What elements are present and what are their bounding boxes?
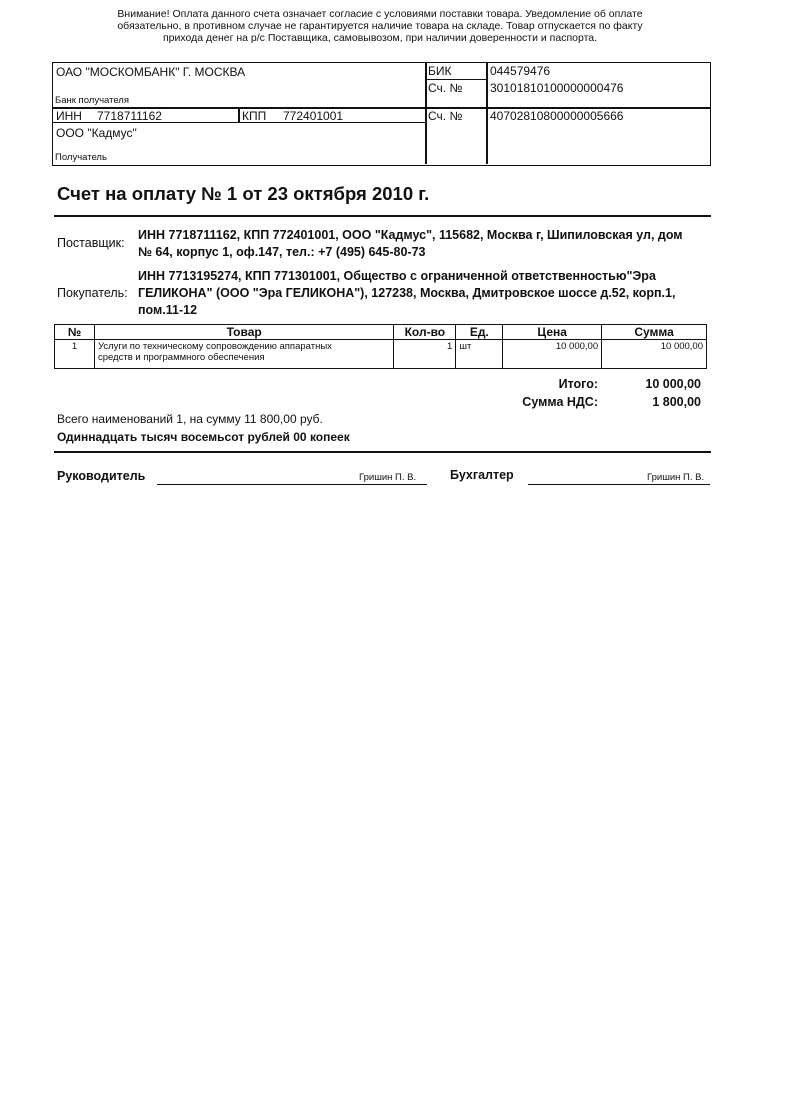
corr-account-label: Сч. № xyxy=(428,81,463,95)
accountant-signature-line xyxy=(528,484,710,485)
corr-account-value: 30101810100000000476 xyxy=(490,81,624,95)
row-price: 10 000,00 xyxy=(503,340,602,369)
bank-details-table xyxy=(52,62,711,166)
buyer-details xyxy=(138,268,675,319)
recipient-name: ООО "Кадмус" xyxy=(56,126,137,140)
row-qty: 1 xyxy=(394,340,456,369)
buyer-line-3: пом.11-12 xyxy=(138,303,198,317)
header-num: № xyxy=(55,325,95,340)
inn-label: ИНН xyxy=(56,109,82,123)
notice-line-2: обязательно, в противном случае не гарантируется наличие товара на складе. Товар отпускается по факту xyxy=(117,20,643,32)
head-signature-line xyxy=(157,484,427,485)
total-label: Итого: xyxy=(558,377,598,391)
items-header-row xyxy=(55,325,707,340)
bik-label: БИК xyxy=(428,64,452,78)
header-unit: Ед. xyxy=(456,325,503,340)
supplier-line-2: № 64, корпус 1, оф.147, тел.: +7 (495) 645-80-73 xyxy=(138,245,426,259)
kpp-value: 772401001 xyxy=(283,109,344,123)
notice-line-1: Внимание! Оплата данного счета означает согласие с условиями поставки товара. Уведомление об оплате xyxy=(117,8,643,20)
buyer-line-1: ИНН 7713195274, КПП 771301001, Общество с ограниченной ответственностью"Эра xyxy=(138,269,656,283)
buyer-label: Покупатель: xyxy=(57,286,128,300)
row-product-line-1: Услуги по техническому сопровождению аппаратных xyxy=(97,341,332,352)
row-num: 1 xyxy=(55,340,95,369)
inn-value: 7718711162 xyxy=(97,109,162,123)
amount-in-words: Одиннадцать тысяч восемьсот рублей 00 копеек xyxy=(57,430,350,444)
header-price: Цена xyxy=(503,325,602,340)
items-table xyxy=(54,324,707,369)
accountant-signature-label: Бухгалтер xyxy=(450,468,514,482)
row-unit: шт xyxy=(456,340,503,369)
supplier-details xyxy=(138,227,683,261)
header-qty: Кол-во xyxy=(394,325,456,340)
account-value: 40702810800000005666 xyxy=(490,109,624,123)
invoice-title: Счет на оплату № 1 от 23 октября 2010 г. xyxy=(57,183,430,204)
header-product: Товар xyxy=(94,325,393,340)
total-value: 10 000,00 xyxy=(645,377,701,391)
header-sum: Сумма xyxy=(602,325,707,340)
recipient-caption: Получатель xyxy=(55,152,107,163)
vat-label: Сумма НДС: xyxy=(522,395,598,409)
vat-value: 1 800,00 xyxy=(652,395,701,409)
row-product xyxy=(94,340,393,369)
head-name: Гришин П. В. xyxy=(359,472,417,483)
row-sum: 10 000,00 xyxy=(602,340,707,369)
bank-name: ОАО "МОСКОМБАНК" Г. МОСКВА xyxy=(56,65,246,79)
bank-caption: Банк получателя xyxy=(55,95,129,106)
row-product-line-2: средств и программного обеспечения xyxy=(97,352,265,363)
title-divider xyxy=(54,215,711,217)
bik-value: 044579476 xyxy=(490,64,551,78)
items-count-summary: Всего наименований 1, на сумму 11 800,00 руб. xyxy=(57,412,323,426)
summary-divider xyxy=(54,451,711,453)
kpp-label: КПП xyxy=(242,109,267,123)
supplier-label: Поставщик: xyxy=(57,236,125,250)
head-signature-label: Руководитель xyxy=(57,469,146,483)
notice-line-3: прихода денег на р/с Поставщика, самовывозом, при наличии доверенности и паспорта. xyxy=(162,32,598,44)
account-label: Сч. № xyxy=(428,109,463,123)
supplier-line-1: ИНН 7718711162, КПП 772401001, ООО "Кадмус", 115682, Москва г, Шипиловская ул, дом xyxy=(138,228,683,242)
payment-notice xyxy=(90,8,670,44)
table-row xyxy=(55,340,707,369)
accountant-name: Гришин П. В. xyxy=(647,472,705,483)
buyer-line-2: ГЕЛИКОНА" (ООО "Эра ГЕЛИКОНА"), 127238, Москва, Дмитровское шоссе д.52, корп.1, xyxy=(138,286,676,300)
